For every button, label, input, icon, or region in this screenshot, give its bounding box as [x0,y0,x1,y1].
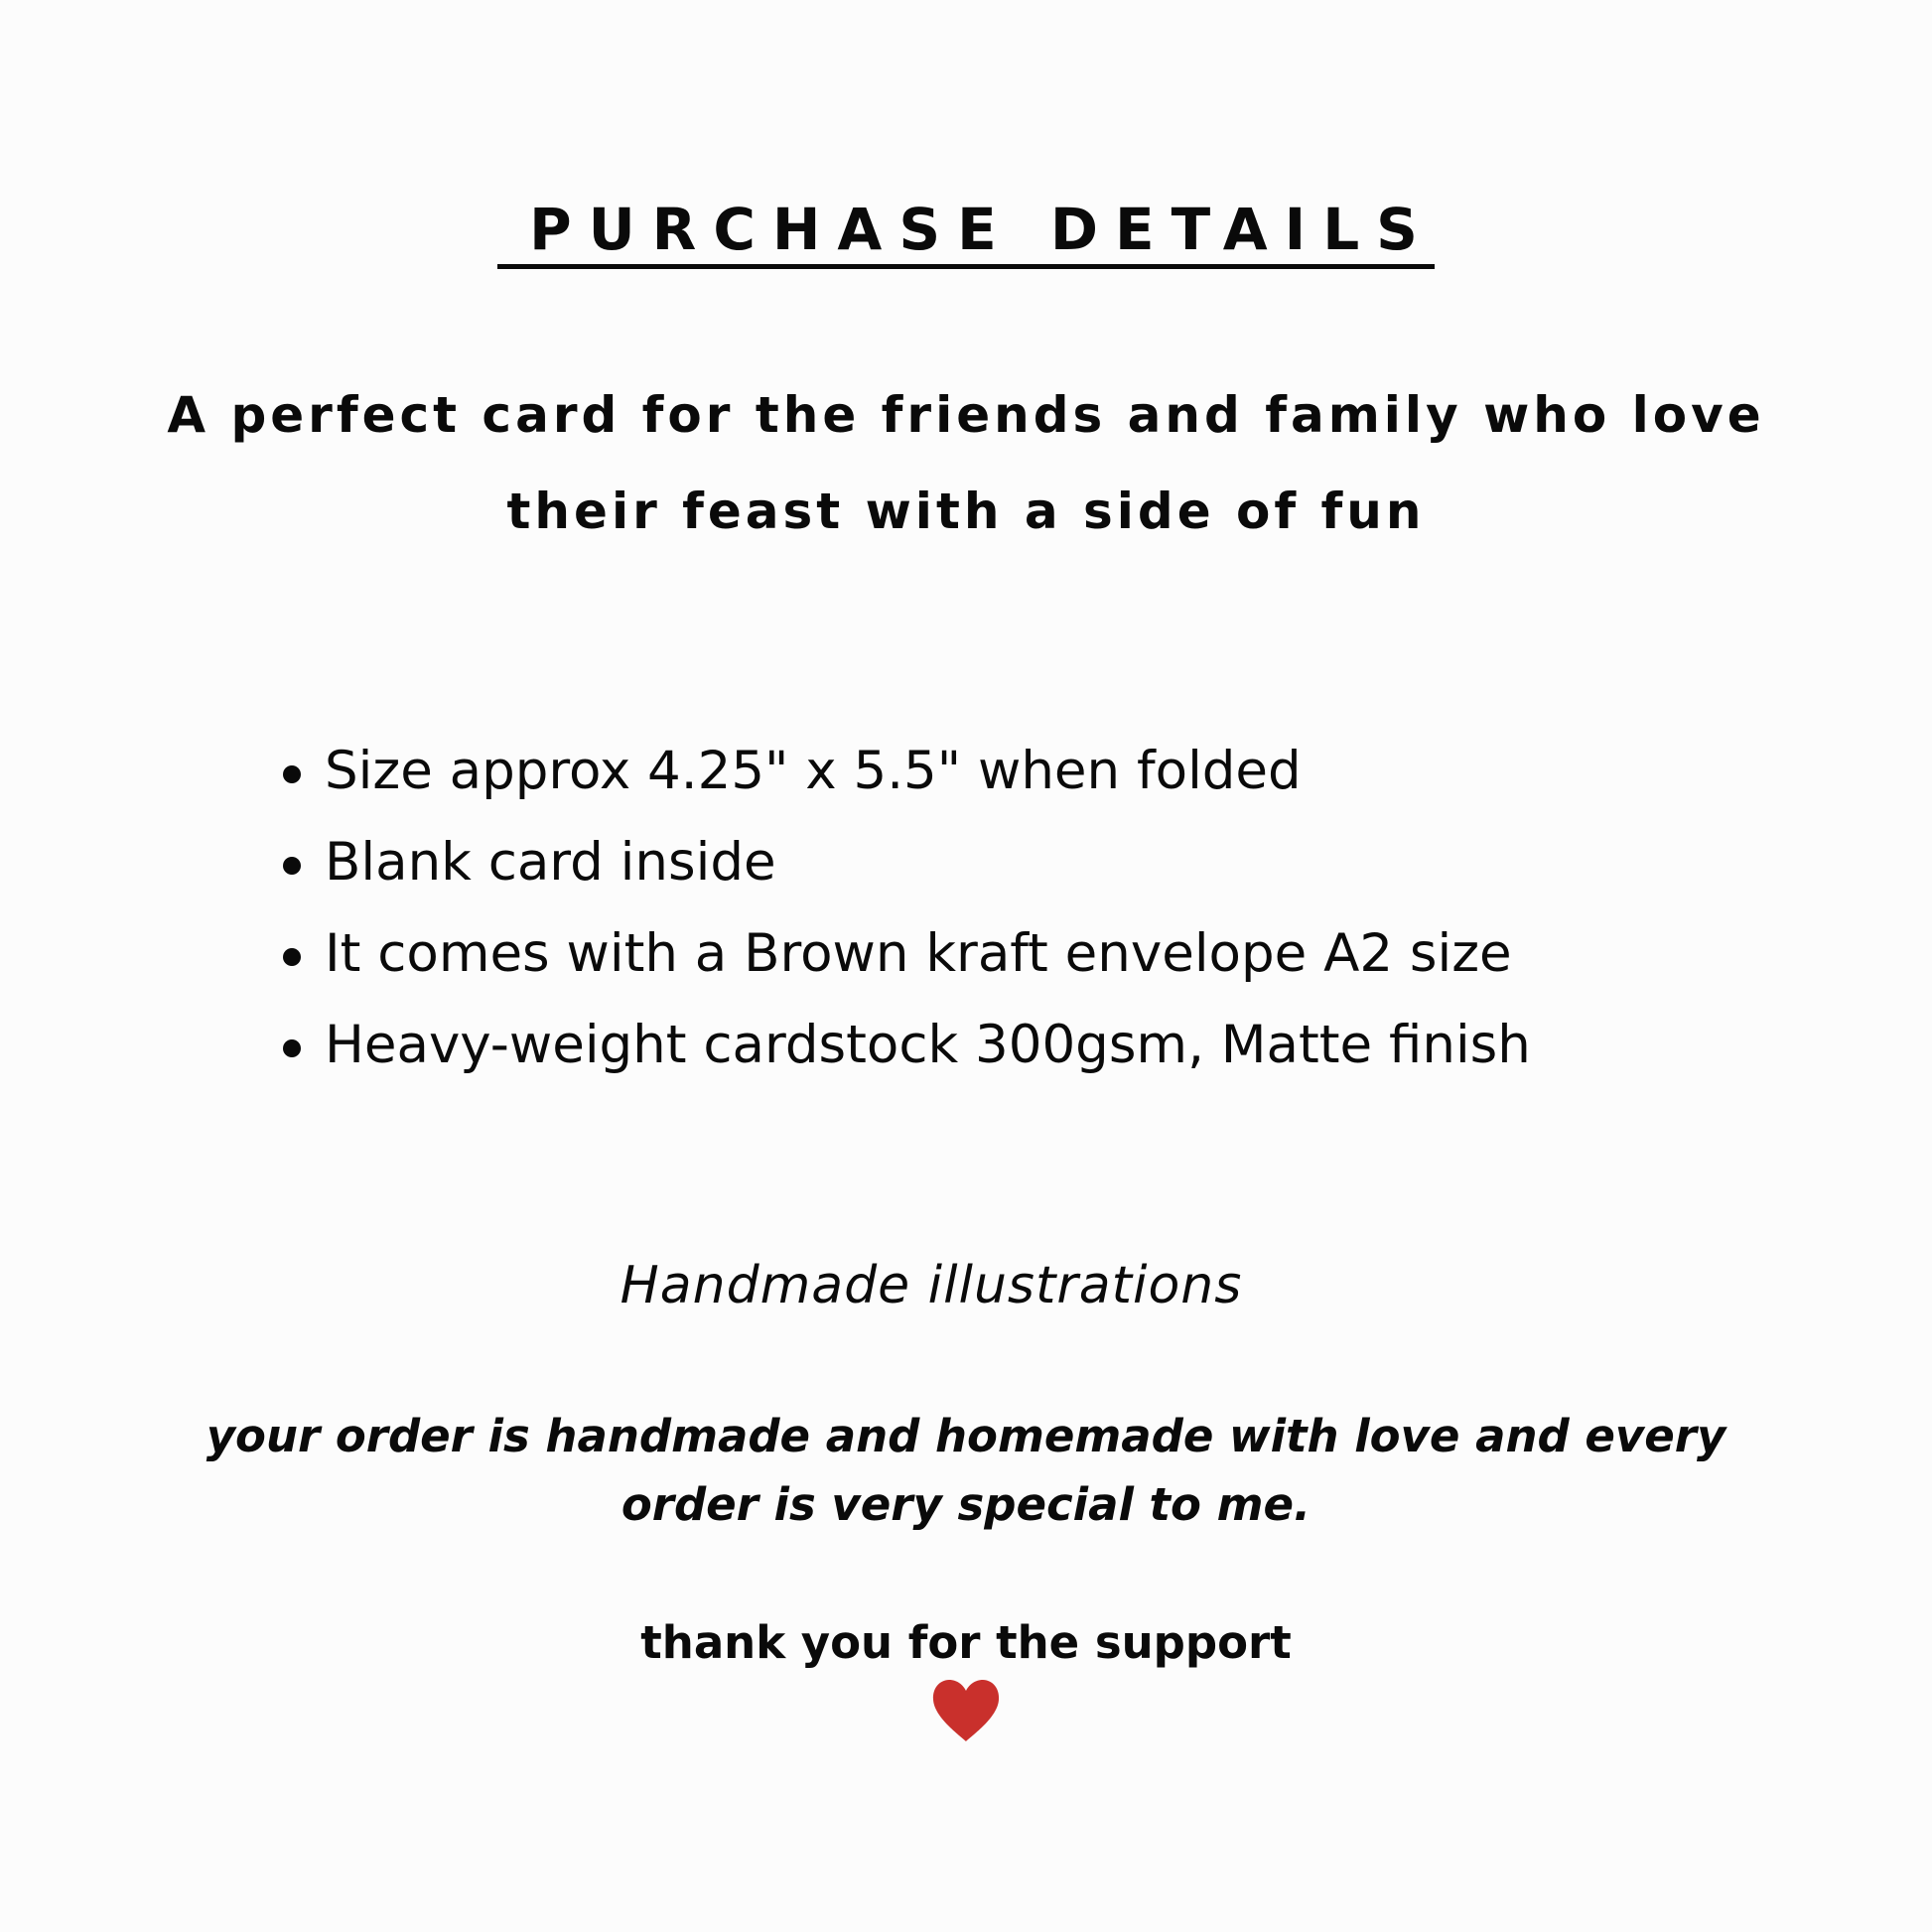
feature-text: Size approx 4.25" x 5.5" when folded [325,741,1302,801]
handmade-note: Handmade illustrations [620,1256,1243,1315]
order-note: your order is handmade and homemade with love and every order is very special to me. [206,1410,1726,1531]
bullet-dot [283,948,301,966]
list-item [278,817,1531,908]
list-item [278,908,1531,1000]
bullet-dot [283,765,301,783]
feature-list [278,726,1531,1091]
heart-shape [933,1680,999,1741]
intro-text: A perfect card for the friends and family who love their feast with a side of fun [167,386,1765,540]
list-item [278,726,1531,817]
list-item [278,1000,1531,1091]
feature-text: Heavy-weight cardstock 300gsm, Matte finish [325,1015,1531,1075]
page-title-block [0,195,1932,269]
feature-text: It comes with a Brown kraft envelope A2 size [325,923,1512,984]
thank-you-text: thank you for the support [640,1616,1292,1669]
bullet-dot [283,857,301,875]
page-title: PURCHASE DETAILS [497,195,1435,269]
heart-icon [930,1678,1002,1743]
bullet-dot [283,1039,301,1057]
feature-text: Blank card inside [325,832,776,893]
